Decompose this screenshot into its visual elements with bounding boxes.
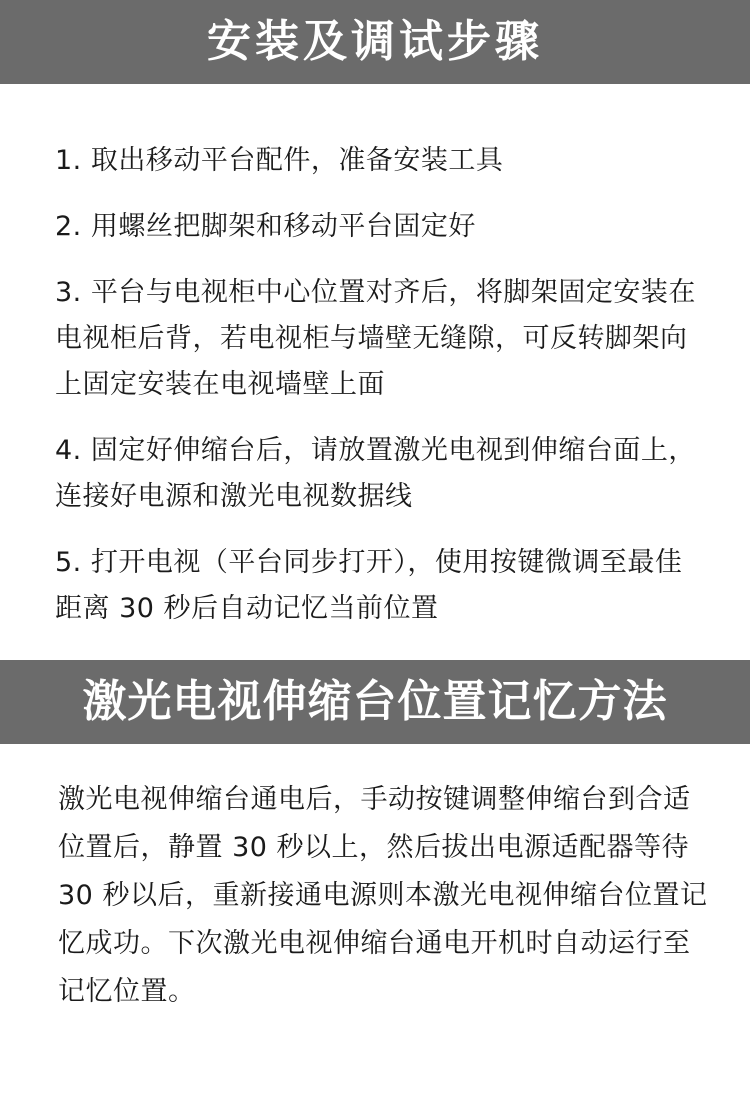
step-5: 5. 打开电视（平台同步打开），使用按键微调至最佳距离 30 秒后自动记忆当前位置: [55, 547, 683, 624]
step-1: 1. 取出移动平台配件，准备安装工具: [55, 145, 504, 176]
memory-method-body: 激光电视伸缩台通电后，手动按键调整伸缩台到合适位置后，静置 30 秒以上，然后拔出电源适配器等待 30 秒以后，重新接通电源则本激光电视伸缩台位置记忆成功。下次激光电视伸缩台通电开机时自动运行至记忆位置。: [58, 784, 708, 1007]
memory-method-title: 激光电视伸缩台位置记忆方法: [82, 676, 668, 727]
step-2: 2. 用螺丝把脚架和移动平台固定好: [55, 211, 476, 242]
step-4: 4. 固定好伸缩台后，请放置激光电视到伸缩台面上，连接好电源和激光电视数据线: [55, 435, 696, 512]
step-3: 3. 平台与电视柜中心位置对齐后，将脚架固定安装在电视柜后背，若电视柜与墙壁无缝隙，可反转脚架向上固定安装在电视墙壁上面: [55, 277, 696, 400]
installation-header: [0, 0, 750, 84]
installation-steps: [55, 138, 705, 652]
memory-method-header: [0, 660, 750, 744]
installation-title: 安装及调试步骤: [207, 16, 543, 67]
memory-method-section: [58, 776, 708, 1016]
